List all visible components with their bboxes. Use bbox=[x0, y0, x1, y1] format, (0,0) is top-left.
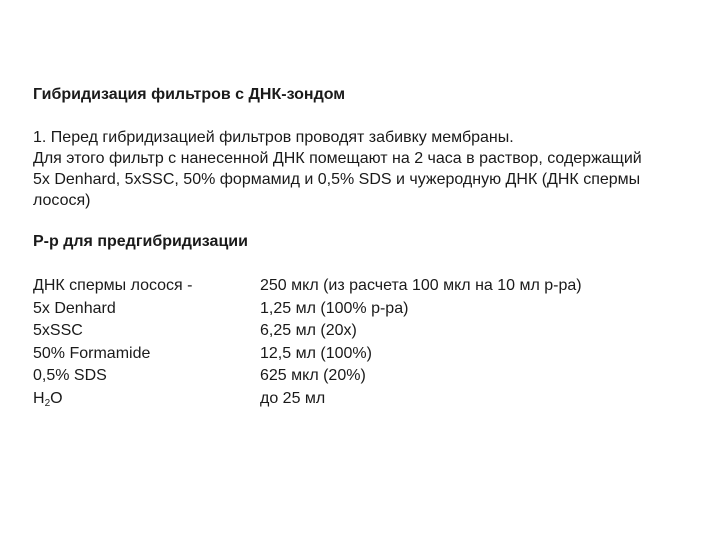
reagent-row bbox=[33, 320, 693, 343]
reagent-row bbox=[33, 343, 693, 366]
step-1-line-1: 1. Перед гибридизацией фильтров проводят забивку мембраны. bbox=[33, 129, 514, 146]
document-page bbox=[33, 84, 693, 410]
water-subscript: 2 bbox=[44, 397, 51, 409]
reagent-amount: 625 мкл (20%) bbox=[260, 367, 366, 384]
reagent-name-water bbox=[33, 388, 260, 411]
step-1-line-3: 5х Denhard, 5хSSC, 50% формамид и 0,5% SDS и чужеродную ДНК (ДНК спермы bbox=[33, 171, 641, 188]
step-1-line-4: лосося) bbox=[33, 192, 91, 209]
reagent-name: 5х Denhard bbox=[33, 299, 116, 317]
spacer bbox=[33, 211, 693, 231]
water-base: H bbox=[33, 389, 45, 407]
reagent-row bbox=[33, 388, 693, 411]
reagent-amount: 12,5 мл (100%) bbox=[260, 344, 372, 362]
reagent-row bbox=[33, 275, 693, 298]
reagent-row bbox=[33, 298, 693, 321]
reagent-amount: 6,25 мл (20х) bbox=[260, 322, 357, 339]
water-tail: O bbox=[50, 389, 63, 407]
reagent-amount: 250 мкл (из расчета 100 мкл на 10 мл р-ра) bbox=[260, 277, 582, 294]
reagent-name: 50% Formamide bbox=[33, 344, 151, 362]
spacer bbox=[33, 106, 693, 127]
reagent-amount: 1,25 мл (100% р-ра) bbox=[260, 299, 409, 317]
reagent-list bbox=[33, 275, 693, 410]
reagent-row bbox=[33, 365, 693, 388]
step-1-paragraph bbox=[33, 127, 693, 211]
step-1-line-2: Для этого фильтр с нанесенной ДНК помещают на 2 часа в раствор, содержащий bbox=[33, 150, 642, 167]
page-title: Гибридизация фильтров с ДНК-зондом bbox=[33, 86, 346, 103]
solution-heading: Р-р для предгибридизации bbox=[33, 233, 248, 250]
reagent-name: ДНК спермы лосося - bbox=[33, 277, 193, 294]
reagent-name: 5хSSC bbox=[33, 322, 83, 339]
reagent-amount: до 25 мл bbox=[260, 389, 326, 407]
spacer bbox=[33, 253, 693, 273]
reagent-name: 0,5% SDS bbox=[33, 367, 107, 384]
